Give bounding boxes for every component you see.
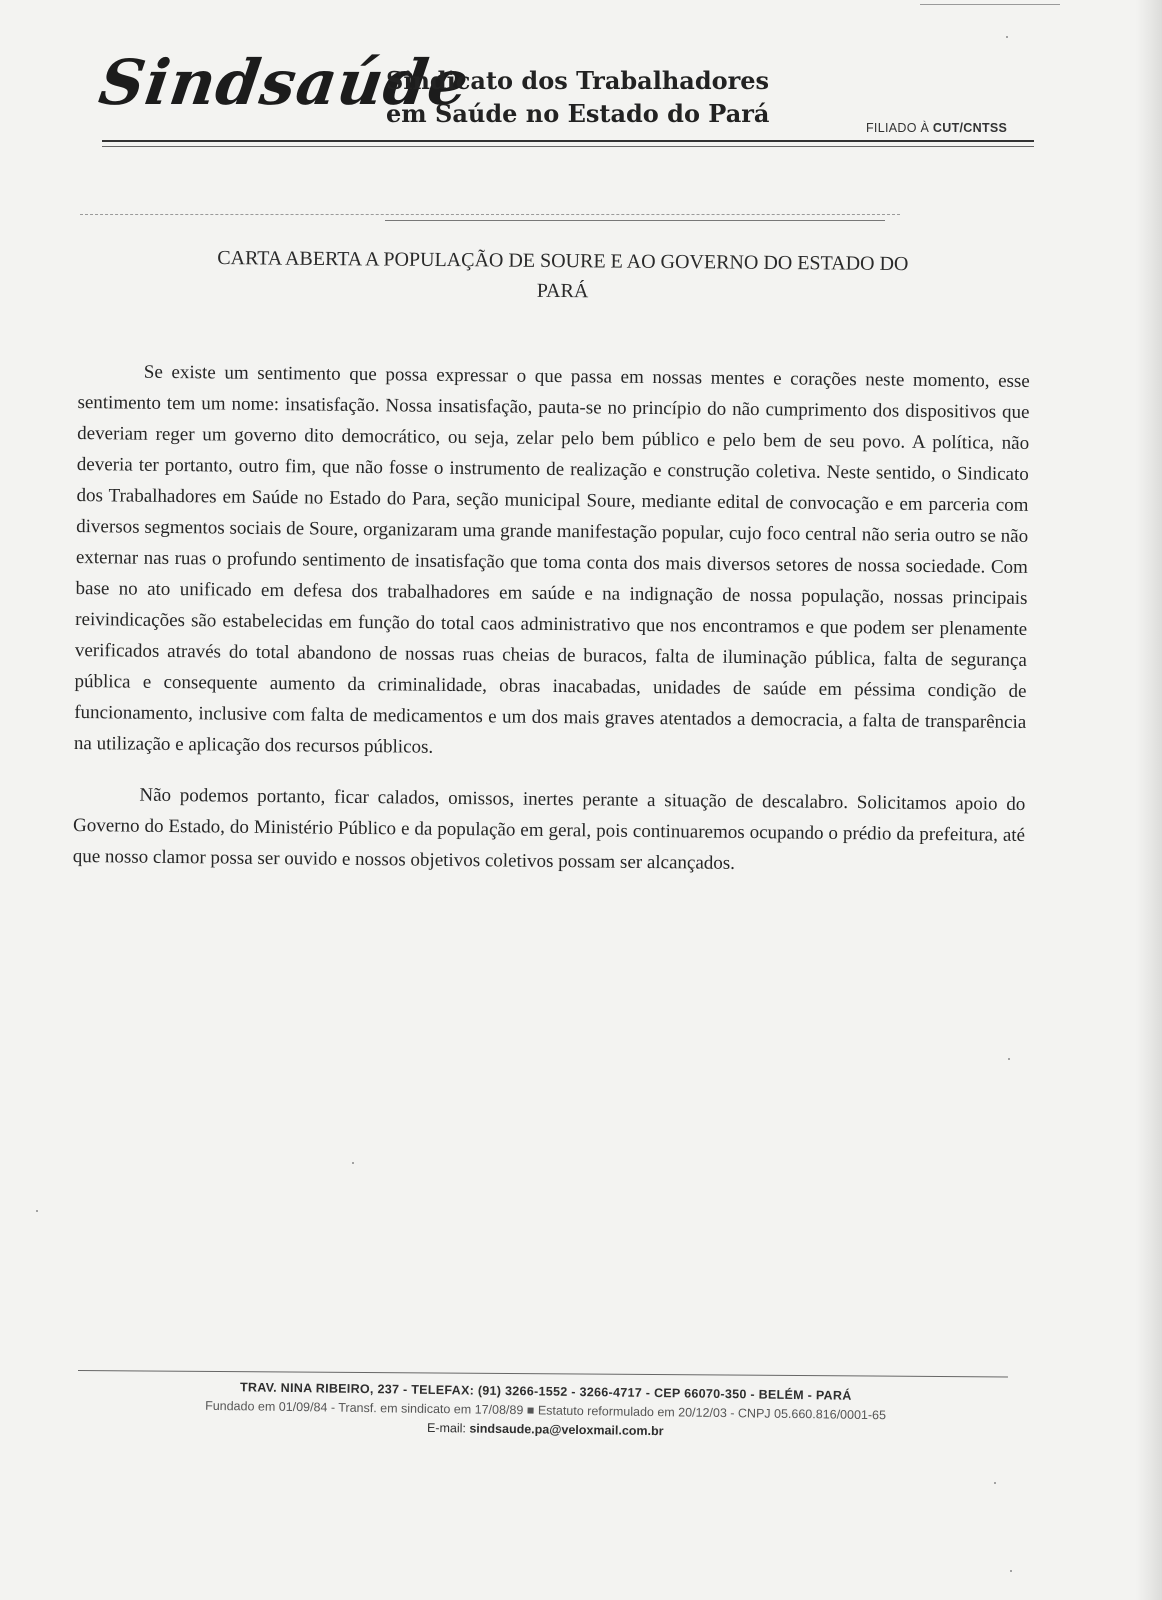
- letter-title: [95, 242, 1029, 310]
- footer-founded: Fundado em 01/09/84 - Transf. em sindicato em 17/08/89: [205, 1398, 524, 1418]
- letter-paragraph-2: Não podemos portanto, ficar calados, omissos, inertes perante a situação de descalabro. Solicitamos apoio do Governo do Estado, do Ministério Público e da população em geral, pois continuaremos ocupando o prédio da prefeitura, até que nosso clamor possa ser ouvido e nossos objetivos coletivos possam ser alcançados.: [72, 784, 1026, 874]
- organization-name-line1: Sindicato dos Trabalhadores: [386, 66, 770, 95]
- footer-email-address: sindsaude.pa@veloxmail.com.br: [469, 1421, 664, 1439]
- footer-divider: [78, 1370, 1008, 1377]
- scan-speck: [352, 1162, 354, 1164]
- scan-speck: [1010, 1570, 1012, 1572]
- letter-body: [73, 356, 1030, 882]
- footer-address: TRAV. NINA RIBEIRO, 237 - TELEFAX: (91) 3266-1552 - 3266-4717 - CEP 66070-350 - BELÉM - PARÁ: [239, 1380, 852, 1403]
- footer-statute: Estatuto reformulado em 20/12/03 - CNPJ 05.660.816/0001-65: [537, 1403, 887, 1423]
- header-divider-thin: [102, 146, 1034, 147]
- scan-speck: [1006, 36, 1008, 38]
- organization-name: [386, 64, 769, 130]
- affiliation-note: [866, 121, 1007, 135]
- header-divider: [102, 140, 1034, 142]
- letter-title-line1: CARTA ABERTA A POPULAÇÃO DE SOURE E AO GOVERNO DO ESTADO DO: [217, 247, 909, 276]
- letter-paragraph-1: Se existe um sentimento que possa expressar o que passa em nossas mentes e corações neste momento, esse sentimento tem um nome: insatisfação. Nossa insatisfação, pauta-se no princípio do não cumprimento dos dispositivos que deveriam reger um governo dito democrático, ou seja, zelar pelo bem público e pelo bem de seu povo. A política, não deveria ter portanto, outro fim, que não fosse o instrumento de realização e construção coletiva. Neste sentido, o Sindicato dos Trabalhadores em Saúde no Estado do Para, seção municipal Soure, mediante edital de convocação e em parceria com diversos segmentos sociais de Soure, organizaram uma grande manifestação popular, cujo foco central não seria outro se não externar nas ruas o profundo sentimento de insatisfação que toma conta dos mais diversos setores de nossa sociedade. Com base no ato unificado em defesa dos trabalhadores em saúde e na indignação de nossa população, nossas principais reivindicações são estabelecidas em função do total caos administrativo que nos encontramos e que podem ser plenamente verificados através do total abandono de nossas ruas cheias de buracos, falta de iluminação pública, falta de segurança pública e consequente aumento da criminalidade, obras inacabadas, unidades de saúde em péssima condição de funcionamento, inclusive com falta de medicamentos e um dos mais graves atentados a democracia, a falta de transparência na utilização e aplicação dos recursos públicos.: [73, 361, 1030, 758]
- scan-page-edge: [1136, 0, 1162, 1600]
- footer-email-label: E-mail:: [426, 1420, 467, 1436]
- organization-name-line2: em Saúde no Estado do Pará: [386, 99, 770, 128]
- letter-title-line2: PARÁ: [536, 279, 589, 303]
- footer-separator-icon: ■: [526, 1403, 535, 1418]
- affiliation-name: CUT/CNTSS: [932, 121, 1008, 135]
- title-divider: [385, 220, 885, 221]
- scan-speck: [1008, 1058, 1010, 1060]
- footer: [77, 1376, 1014, 1446]
- scan-top-line: [920, 4, 1060, 5]
- dashed-divider: [80, 214, 900, 215]
- scan-speck: [36, 1210, 38, 1212]
- scan-speck: [994, 1482, 996, 1484]
- affiliation-prefix: FILIADO À: [866, 121, 930, 135]
- sindsaude-logo: Sindsaúde: [94, 46, 474, 119]
